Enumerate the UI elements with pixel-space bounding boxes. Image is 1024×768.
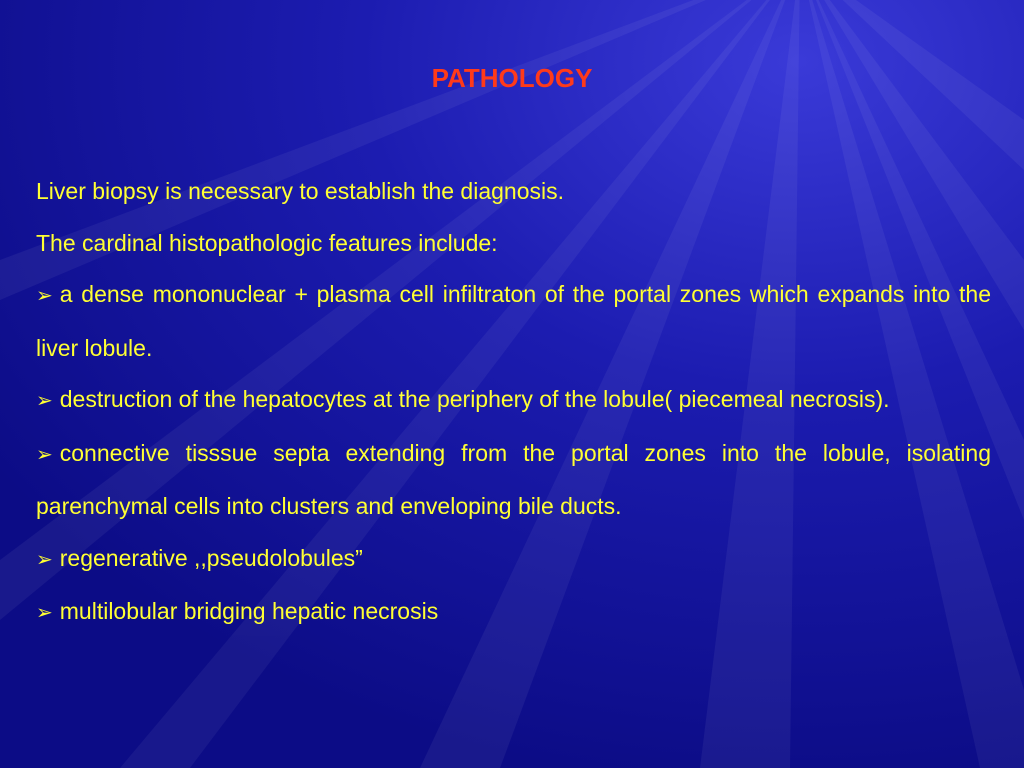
arrow-bullet-icon: ➢: [36, 548, 53, 571]
arrow-bullet-icon: ➢: [36, 602, 53, 624]
arrow-bullet-icon: ➢: [36, 443, 53, 466]
slide-content: [36, 166, 991, 640]
bullet-text: a dense mononuclear + plasma cell infiltraton of the portal zones which expands into the liver lobule.: [36, 281, 991, 361]
intro-line: The cardinal histopathologic features include:: [36, 229, 498, 256]
bullet-text: destruction of the hepatocytes at the periphery of the lobule( piecemeal necrosis).: [59, 386, 890, 412]
bullet-item: [36, 586, 991, 640]
slide-title: PATHOLOGY: [431, 63, 593, 93]
bullet-text: regenerative ,,pseudolobules”: [59, 544, 363, 571]
bullet-item: [36, 374, 991, 428]
bullet-item: [36, 533, 991, 587]
bullet-item: [36, 269, 991, 374]
intro-line: Liver biopsy is necessary to establish the diagnosis.: [36, 178, 565, 204]
bullet-item: [36, 428, 991, 533]
bullet-text: multilobular bridging hepatic necrosis: [59, 598, 439, 624]
bullet-text: connective tisssue septa extending from the portal zones into the lobule, isolating parenchymal cells into clusters and enveloping bile ducts.: [36, 439, 991, 519]
arrow-bullet-icon: ➢: [36, 390, 53, 412]
arrow-bullet-icon: ➢: [36, 285, 53, 307]
